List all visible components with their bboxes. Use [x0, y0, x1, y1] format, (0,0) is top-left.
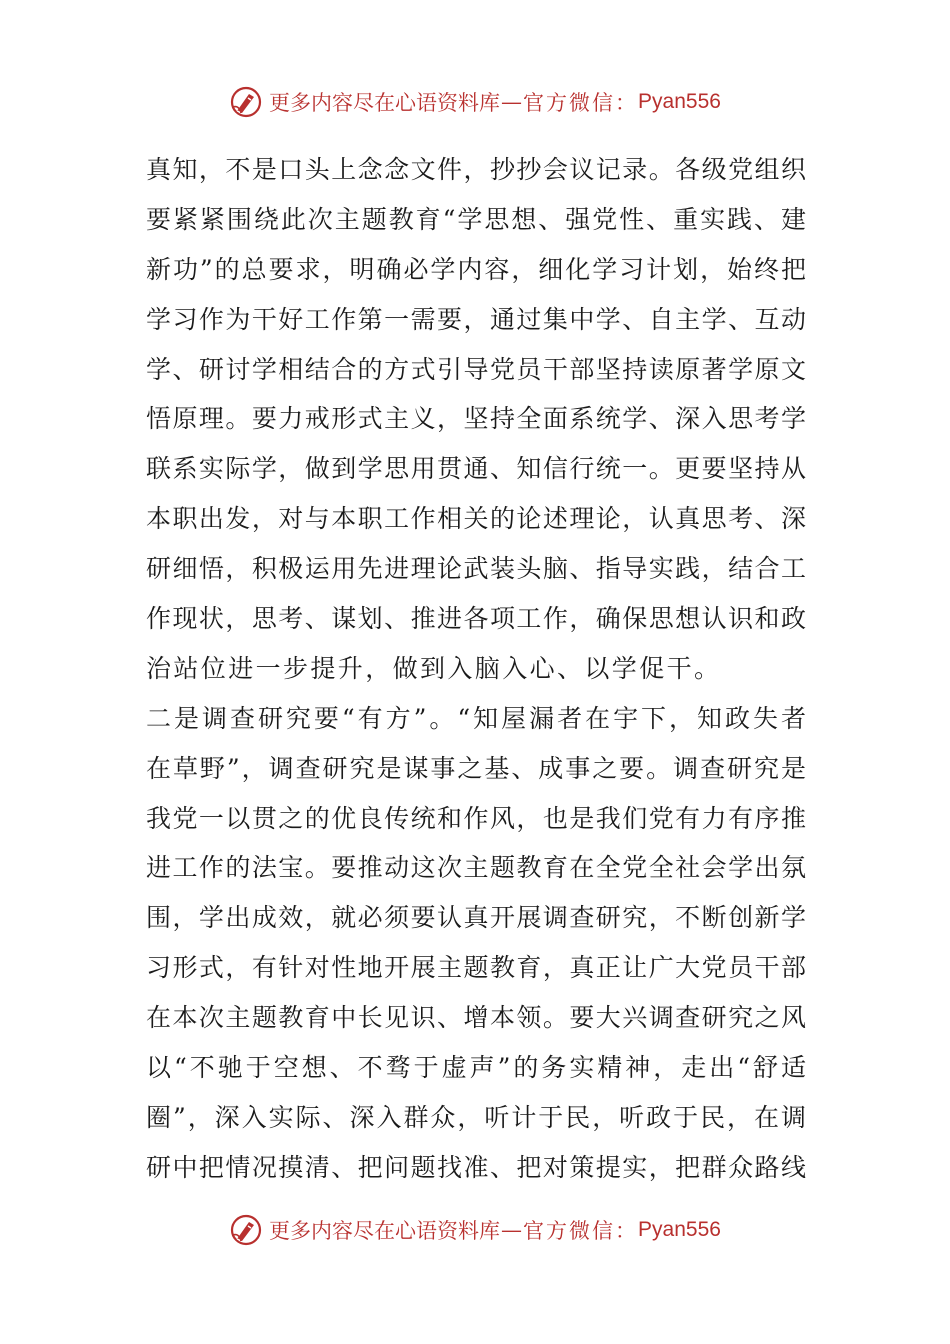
- document-body: [146, 145, 806, 1193]
- text-line: 新功”的总要求，明确必学内容，细化学习计划，始终把: [146, 254, 806, 284]
- text-line: 本职出发，对与本职工作相关的论述理论，认真思考、深: [146, 504, 806, 534]
- pen-nib-logo-icon: [229, 85, 263, 119]
- text-line: 在本次主题教育中长见识、增本领。要大兴调查研究之风: [146, 1003, 806, 1033]
- footer-banner-dash: —: [501, 1218, 523, 1242]
- header-banner: [0, 82, 950, 122]
- footer-banner-title: 更多内容尽在心语资料库: [269, 1219, 501, 1243]
- text-line: 进工作的法宝。要推动这次主题教育在全党全社会学出氛: [146, 853, 806, 883]
- text-line: 在草野”，调查研究是谋事之基、成事之要。调查研究是: [146, 753, 806, 783]
- banner-title: 更多内容尽在心语资料库: [269, 91, 501, 115]
- text-line: 悟原理。要力戒形式主义，坚持全面系统学、深入思考学: [146, 404, 806, 434]
- text-line: 学习作为干好工作第一需要，通过集中学、自主学、互动: [146, 304, 806, 334]
- footer-banner: [0, 1210, 950, 1250]
- text-line: 研中把情况摸清、把问题找准、把对策提实，把群众路线: [146, 1152, 806, 1182]
- banner-official-label: 官方微信：: [523, 91, 639, 115]
- text-line: 研细悟，积极运用先进理论武装头脑、指导实践，结合工: [146, 554, 806, 584]
- footer-banner-wechat-id: Pyan556: [638, 1218, 721, 1241]
- text-line: 圈”，深入实际、深入群众，听计于民，听政于民，在调: [146, 1102, 806, 1132]
- text-line: 作现状，思考、谋划、推进各项工作，确保思想认识和政: [146, 604, 806, 634]
- text-line: 二是调查研究要“有方”。“知屋漏者在宇下，知政失者: [146, 703, 806, 733]
- text-line: 真知，不是口头上念念文件，抄抄会议记录。各级党组织: [146, 155, 806, 184]
- text-line: 要紧紧围绕此次主题教育“学思想、强党性、重实践、建: [146, 204, 806, 234]
- text-line: 我党一以贯之的优良传统和作风，也是我们党有力有序推: [146, 803, 806, 833]
- text-line: 治站位进一步提升，做到入脑入心、以学促干。: [146, 653, 722, 683]
- text-line: 围，学出成效，就必须要认真开展调查研究，不断创新学: [146, 903, 806, 933]
- text-line: 习形式，有针对性地开展主题教育，真正让广大党员干部: [146, 953, 806, 983]
- text-line: 联系实际学，做到学思用贯通、知信行统一。更要坚持从: [146, 454, 806, 484]
- text-line: 学、研讨学相结合的方式引导党员干部坚持读原著学原文: [146, 354, 806, 384]
- banner-wechat-id: Pyan556: [638, 90, 721, 113]
- pen-nib-logo-icon: [229, 1213, 263, 1247]
- text-line: 以“不驰于空想、不骛于虚声”的务实精神，走出“舒适: [146, 1053, 806, 1083]
- banner-dash: —: [501, 90, 523, 114]
- footer-banner-official-label: 官方微信：: [523, 1219, 639, 1243]
